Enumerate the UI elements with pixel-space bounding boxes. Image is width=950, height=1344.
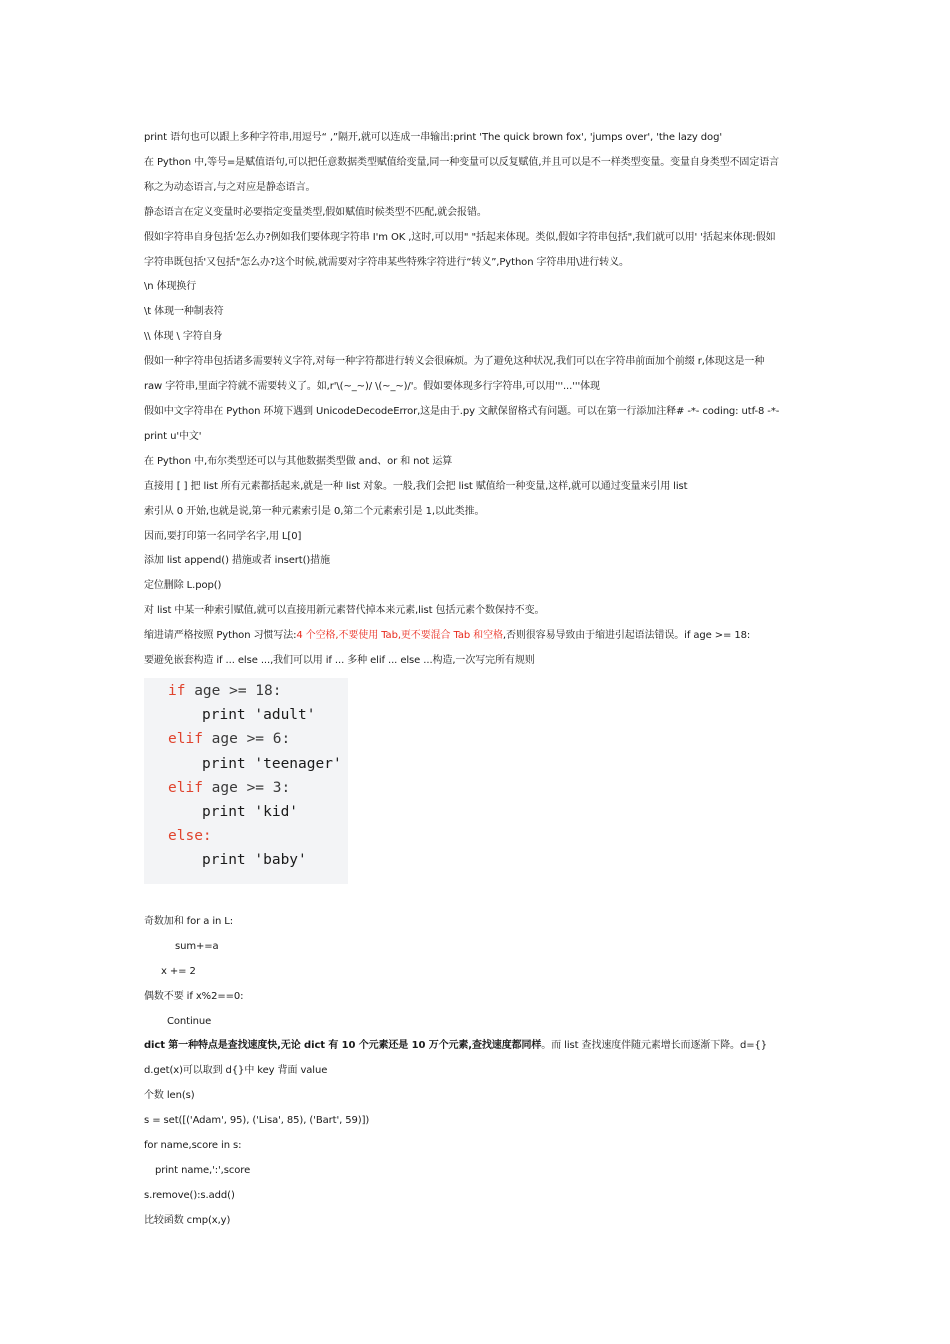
text-line: 添加 list append() 措施或者 insert()措施: [144, 555, 330, 567]
text-line: 偶数不要 if x%2==0:: [144, 990, 244, 1002]
text-line: s = set([('Adam', 95), ('Lisa', 85), ('Bart', 59)]): [144, 1115, 370, 1127]
text-line: 字符串既包括'又包括"怎么办?这个时候,就需要对字符串某些特殊字符进行“转义”,Python 字符串用\进行转义。: [144, 256, 629, 268]
text-line: 个数 len(s): [144, 1090, 195, 1102]
code-line: print 'teenager': [202, 755, 342, 772]
text-line: 比较函数 cmp(x,y): [144, 1214, 231, 1226]
text-line: for name,score in s:: [144, 1140, 242, 1152]
text-line: 称之为动态语言,与之对应是静态语言。: [144, 181, 316, 193]
text-line: print name,':',score: [155, 1165, 251, 1176]
code-line: [168, 727, 348, 751]
text-line: 假如一种字符串包括诸多需要转义字符,对每一种字符都进行转义会很麻烦。为了避免这种状况,我们可以在字符串前面加个前缀 r,体现这是一种: [144, 356, 765, 368]
bold-text: dict 第一种特点是查找速度快,无论 dict 有 10 个元素还是 10 万个元素,查找速度都同样: [144, 1040, 542, 1052]
text-line: 因而,要打印第一名同学名字,用 L[0]: [144, 530, 302, 542]
text-line: s.remove():s.add(): [144, 1189, 235, 1201]
text-line: 要避免嵌套构造 if ... else ...,我们可以用 if ... 多种 elif ... else ...构造,一次写完所有规则: [144, 655, 535, 667]
highlight-text: 4 个空格,不要使用 Tab,更不要混合 Tab 和空格: [296, 630, 503, 642]
code-line: else:: [168, 828, 212, 845]
text-line: 在 Python 中,布尔类型还可以与其他数据类型做 and、or 和 not 运算: [144, 455, 453, 467]
text-line: 直接用 [ ] 把 list 所有元素都括起来,就是一种 list 对象。一般,我们会把 list 赋值给一种变量,这样,就可以通过变量来引用 list: [144, 480, 688, 492]
text-line: 假如字符串自身包括'怎么办?例如我们要体现字符串 I'm OK ,这时,可以用" "括起来体现。类似,假如字符串包括",我们就可以用' '括起来体现:假如: [144, 231, 776, 243]
text-segment: 缩进请严格按照 Python 习惯写法:: [144, 630, 297, 642]
text-line: 在 Python 中,等号=是赋值语句,可以把任意数据类型赋值给变量,同一种变量可以反复赋值,并且可以是不一样类型变量。变量自身类型不固定语言: [144, 156, 780, 168]
text-line: x += 2: [161, 965, 196, 977]
code-text: age >= 3:: [202, 779, 291, 796]
text-segment: 。而 list 查找速度伴随元素增长而逐渐下降。d={}: [541, 1040, 767, 1052]
text-line: 定位删除 L.pop(): [144, 580, 222, 592]
code-text: age >= 18:: [185, 682, 282, 699]
text-line: \n 体现换行: [144, 281, 197, 293]
code-block: [144, 678, 348, 884]
text-line: Continue: [167, 1015, 212, 1027]
code-keyword: if: [168, 682, 186, 699]
document-body: [144, 126, 824, 1234]
code-line: [168, 776, 348, 800]
code-line: print 'kid': [202, 803, 299, 820]
code-text: age >= 6:: [202, 731, 291, 748]
text-line: \t 体现一种制表符: [144, 306, 224, 318]
text-line: 索引从 0 开始,也就是说,第一种元素索引是 0,第二个元素索引是 1,以此类推。: [144, 505, 485, 517]
text-line: raw 字符串,里面字符就不需要转义了。如,r'\(~_~)/ \(~_~)/'。假如要体现多行字符串,可以用'''...'''体现: [144, 381, 600, 393]
code-line: print 'adult': [202, 707, 316, 724]
text-line: print 语句也可以跟上多种字符串,用逗号“ ,”隔开,就可以连成一串输出:print 'The quick brown fox', 'jumps over', 'the lazy dog': [144, 132, 722, 143]
code-line: [168, 679, 348, 703]
text-line: d.get(x)可以取到 d{}中 key 背面 value: [144, 1065, 328, 1077]
code-keyword: elif: [168, 731, 203, 748]
text-line: 对 list 中某一种索引赋值,就可以直接用新元素替代掉本来元素,list 包括元素个数保持不变。: [144, 605, 545, 617]
text-line: 静态语言在定义变量时必要指定变量类型,假如赋值时候类型不匹配,就会报错。: [144, 206, 487, 218]
text-line: 奇数加和 for a in L:: [144, 915, 234, 927]
code-keyword: elif: [168, 779, 203, 796]
text-line: [144, 1034, 824, 1059]
text-segment: ,否则很容易导致由于缩进引起语法错误。if age >= 18:: [502, 630, 751, 642]
code-line: print 'baby': [202, 852, 307, 869]
text-line: \\ 体现 \ 字符自身: [144, 331, 223, 343]
text-line: [144, 624, 824, 649]
text-line: 假如中文字符串在 Python 环境下遇到 UnicodeDecodeError,这是由于.py 文献保留格式有问题。可以在第一行添加注释# -*- coding: utf-8 -*-: [144, 405, 780, 417]
text-line: print u'中文': [144, 430, 202, 442]
text-line: sum+=a: [175, 940, 219, 952]
